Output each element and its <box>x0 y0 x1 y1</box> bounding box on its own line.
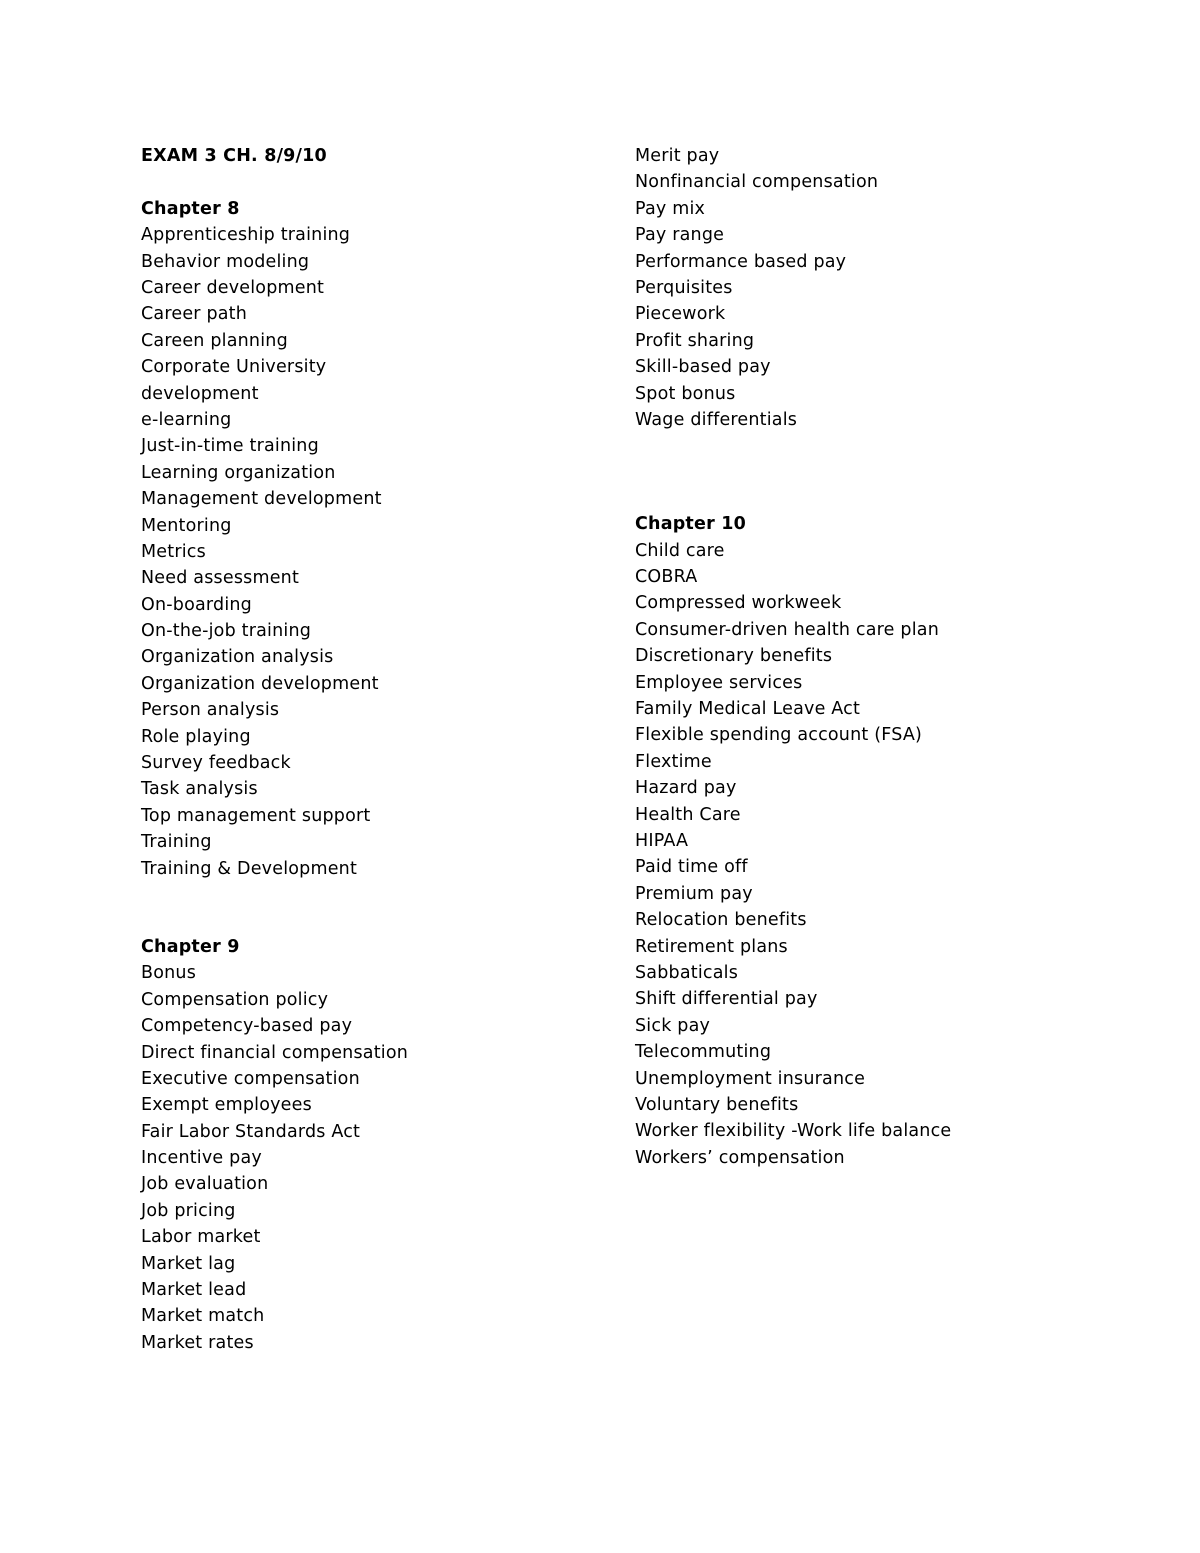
list-item: Worker flexibility -Work life balance <box>635 1121 952 1142</box>
list-item: COBRA <box>635 567 698 588</box>
chapter-8-list <box>141 222 561 882</box>
list-item: Management development <box>141 489 382 510</box>
list-item: Retirement plans <box>635 936 788 957</box>
list-item: Market rates <box>141 1332 254 1353</box>
list-item: Health Care <box>635 804 741 825</box>
list-item: Compensation policy <box>141 989 329 1010</box>
list-item: Flexible spending account (FSA) <box>635 725 923 746</box>
list-item: Metrics <box>141 541 206 562</box>
list-item: Voluntary benefits <box>635 1094 799 1115</box>
list-item: Sabbaticals <box>635 962 739 983</box>
list-item: Mentoring <box>141 515 232 536</box>
list-item: Workers’ compensation <box>635 1147 845 1168</box>
list-item: Organization analysis <box>141 647 334 668</box>
list-item: Flextime <box>635 751 712 772</box>
spacer <box>141 882 561 934</box>
list-item: Labor market <box>141 1227 261 1248</box>
list-item: Corporate University development <box>141 357 327 404</box>
list-item: Person analysis <box>141 700 280 721</box>
list-item: Role playing <box>141 726 251 747</box>
chapter-9-list-part-2 <box>635 143 1055 433</box>
list-item: Behavior modeling <box>141 251 310 272</box>
list-item: Bonus <box>141 963 197 984</box>
list-item: Careen planning <box>141 330 288 351</box>
chapter-9-list-part-1 <box>141 960 561 1356</box>
list-item: Competency-based pay <box>141 1016 353 1037</box>
list-item: Telecommuting <box>635 1042 772 1063</box>
list-item: Spot bonus <box>635 383 736 404</box>
list-item: Survey feedback <box>141 753 291 774</box>
list-item: Unemployment insurance <box>635 1068 866 1089</box>
list-item: Nonfinancial compensation <box>635 172 879 193</box>
chapter-10-heading: Chapter 10 <box>635 514 746 535</box>
right-column <box>635 143 1055 1171</box>
list-item: Wage differentials <box>635 409 798 430</box>
list-item: Task analysis <box>141 779 258 800</box>
list-item: Market lead <box>141 1280 247 1301</box>
list-item: Market lag <box>141 1253 236 1274</box>
list-item: Organization development <box>141 673 379 694</box>
list-item: Compressed workweek <box>635 593 842 614</box>
spacer <box>635 433 1055 511</box>
list-item: HIPAA <box>635 830 689 851</box>
list-item: On-the-job training <box>141 621 312 642</box>
list-item: Just-in-time training <box>141 436 319 457</box>
list-item: Need assessment <box>141 568 300 589</box>
list-item: Executive compensation <box>141 1068 360 1089</box>
list-item: Job pricing <box>141 1200 236 1221</box>
list-item: Learning organization <box>141 462 336 483</box>
list-item: Pay range <box>635 225 725 246</box>
chapter-8-heading: Chapter 8 <box>141 198 240 219</box>
list-item: Training <box>141 832 212 853</box>
list-item: Top management support <box>141 805 371 826</box>
list-item: Skill-based pay <box>635 357 771 378</box>
list-item: Exempt employees <box>141 1095 312 1116</box>
list-item: Apprenticeship training <box>141 225 351 246</box>
list-item: Paid time off <box>635 857 748 878</box>
list-item: Shift differential pay <box>635 989 818 1010</box>
list-item: Job evaluation <box>141 1174 269 1195</box>
list-item: Direct financial compensation <box>141 1042 409 1063</box>
list-item: Perquisites <box>635 277 733 298</box>
list-item: Market match <box>141 1306 265 1327</box>
list-item: Relocation benefits <box>635 910 807 931</box>
list-item: Profit sharing <box>635 330 755 351</box>
list-item: Premium pay <box>635 883 753 904</box>
document-title: EXAM 3 CH. 8/9/10 <box>141 146 327 166</box>
list-item: Family Medical Leave Act <box>635 699 861 720</box>
list-item: Performance based pay <box>635 251 847 272</box>
list-item: Employee services <box>635 672 803 693</box>
chapter-10-list <box>635 538 1055 1171</box>
left-column <box>141 143 561 1356</box>
list-item: Child care <box>635 540 725 561</box>
list-item: e-learning <box>141 409 232 430</box>
list-item: Pay mix <box>635 198 706 219</box>
spacer <box>141 169 561 195</box>
chapter-9-heading: Chapter 9 <box>141 936 240 957</box>
list-item: Sick pay <box>635 1015 711 1036</box>
list-item: Merit pay <box>635 146 720 166</box>
list-item: Career path <box>141 304 248 325</box>
list-item: Career development <box>141 277 325 298</box>
list-item: Hazard pay <box>635 778 737 799</box>
list-item: Consumer-driven health care plan <box>635 619 940 640</box>
list-item: Discretionary benefits <box>635 646 833 667</box>
list-item: On-boarding <box>141 594 252 615</box>
list-item: Incentive pay <box>141 1148 262 1169</box>
list-item: Fair Labor Standards Act <box>141 1121 361 1142</box>
list-item: Piecework <box>635 304 726 325</box>
list-item: Training & Development <box>141 858 358 879</box>
